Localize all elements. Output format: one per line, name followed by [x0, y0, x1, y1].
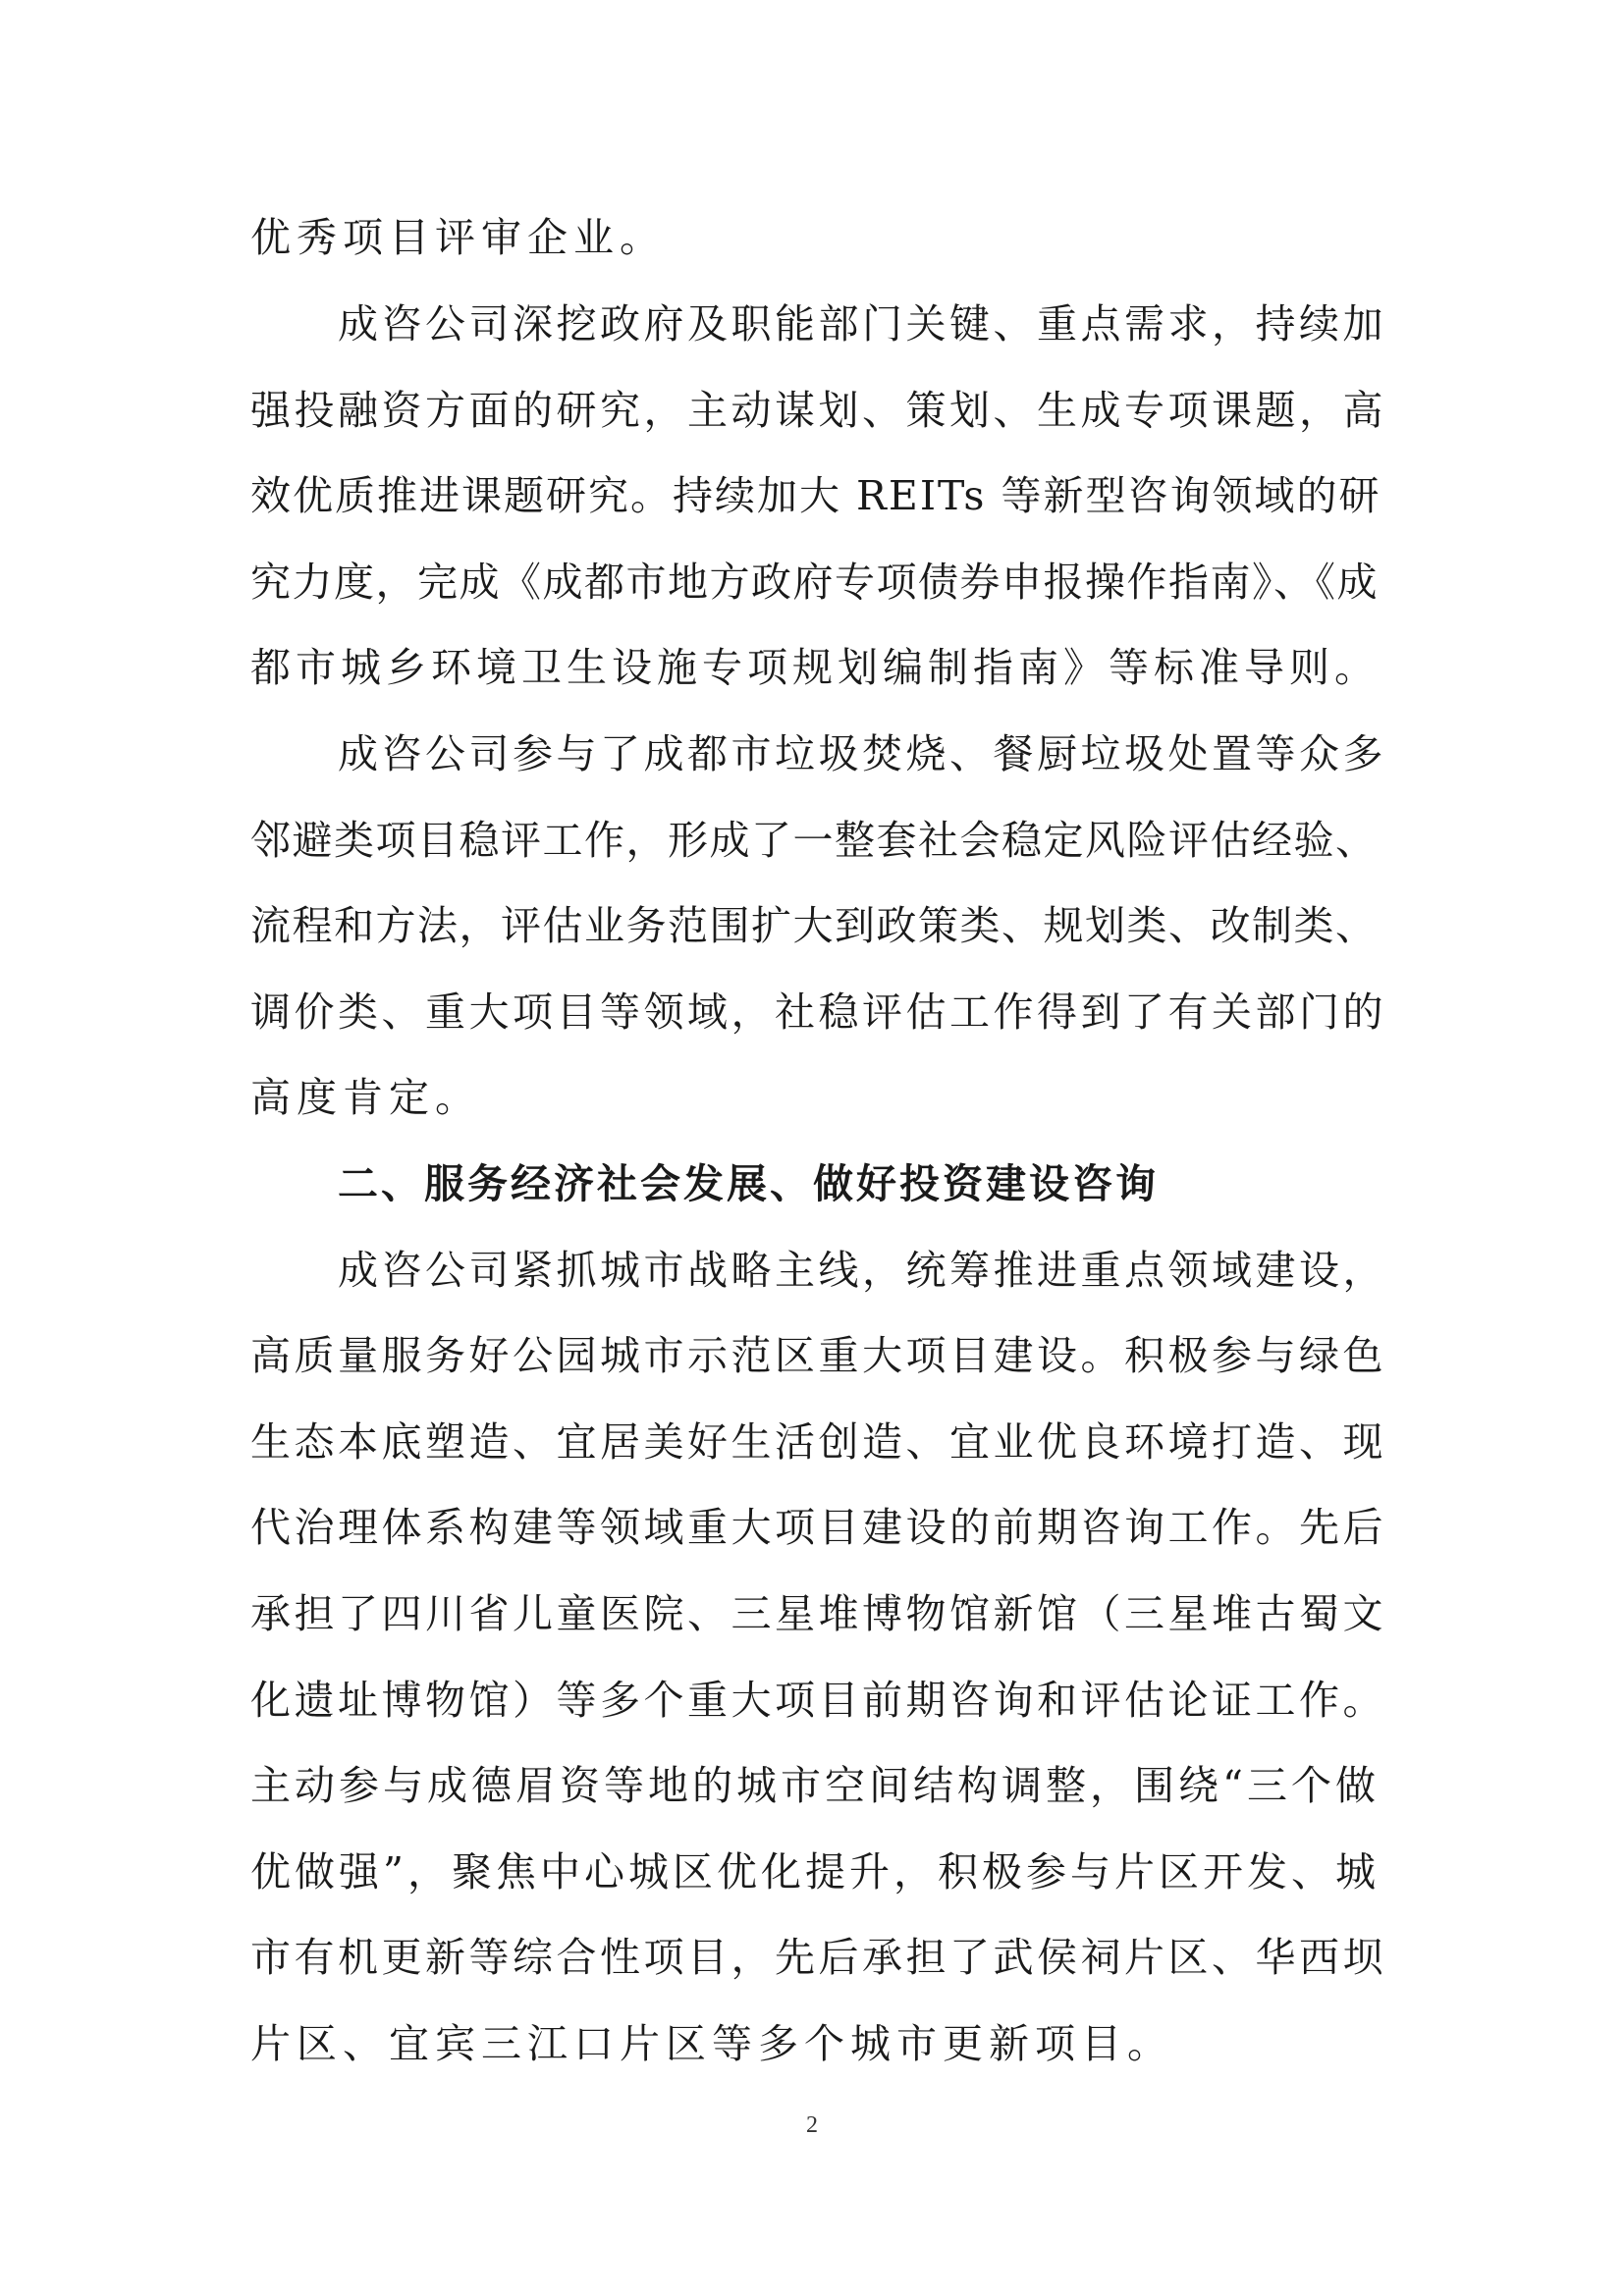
section-heading: 二、服务经济社会发展、做好投资建设咨询: [338, 1160, 1159, 1207]
paragraph-line: 生态本底塑造、宜居美好生活创造、宜业优良环境打造、现: [250, 1418, 1386, 1466]
paragraph-line: 究力度，完成《成都市地方政府专项债券申报操作指南》、《成: [250, 559, 1379, 606]
paragraph-line: 高度肯定。: [250, 1074, 481, 1121]
paragraph-line: 流程和方法，评估业务范围扩大到政策类、规划类、改制类、: [250, 902, 1378, 949]
paragraph-continuation-line: 优秀项目评审企业。: [250, 214, 666, 261]
paragraph-line: 成咨公司紧抓城市战略主线，统筹推进重点领域建设，: [338, 1247, 1386, 1294]
page-number: 2: [806, 2112, 818, 2138]
paragraph-line: 承担了四川省儿童医院、三星堆博物馆新馆（三星堆古蜀文: [250, 1590, 1386, 1637]
paragraph-line: 片区、宜宾三江口片区等多个城市更新项目。: [250, 2020, 1173, 2067]
paragraph-line: 效优质推进课题研究。持续加大 REITs 等新型咨询领域的研: [250, 472, 1381, 519]
paragraph-line: 主动参与成德眉资等地的城市空间结构调整，围绕“三个做: [250, 1762, 1380, 1809]
paragraph-line: 成咨公司参与了成都市垃圾焚烧、餐厨垃圾处置等众多: [338, 730, 1386, 777]
paragraph-line: 优做强”，聚焦中心城区优化提升，积极参与片区开发、城: [250, 1848, 1380, 1896]
paragraph-line: 调价类、重大项目等领域，社稳评估工作得到了有关部门的: [250, 988, 1386, 1036]
paragraph-line: 市有机更新等综合性项目，先后承担了武侯祠片区、华西坝: [250, 1934, 1386, 1981]
paragraph-line: 代治理体系构建等领域重大项目建设的前期咨询工作。先后: [250, 1504, 1386, 1551]
paragraph-line: 化遗址博物馆）等多个重大项目前期咨询和评估论证工作。: [250, 1677, 1386, 1724]
paragraph-line: 成咨公司深挖政府及职能部门关键、重点需求，持续加: [338, 300, 1386, 347]
paragraph-line: 邻避类项目稳评工作，形成了一整套社会稳定风险评估经验、: [250, 817, 1378, 864]
paragraph-line: 高质量服务好公园城市示范区重大项目建设。积极参与绿色: [250, 1332, 1386, 1379]
paragraph-line: 强投融资方面的研究，主动谋划、策划、生成专项课题，高: [250, 387, 1386, 434]
paragraph-line: 都市城乡环境卫生设施专项规划编制指南》等标准导则。: [250, 644, 1380, 691]
